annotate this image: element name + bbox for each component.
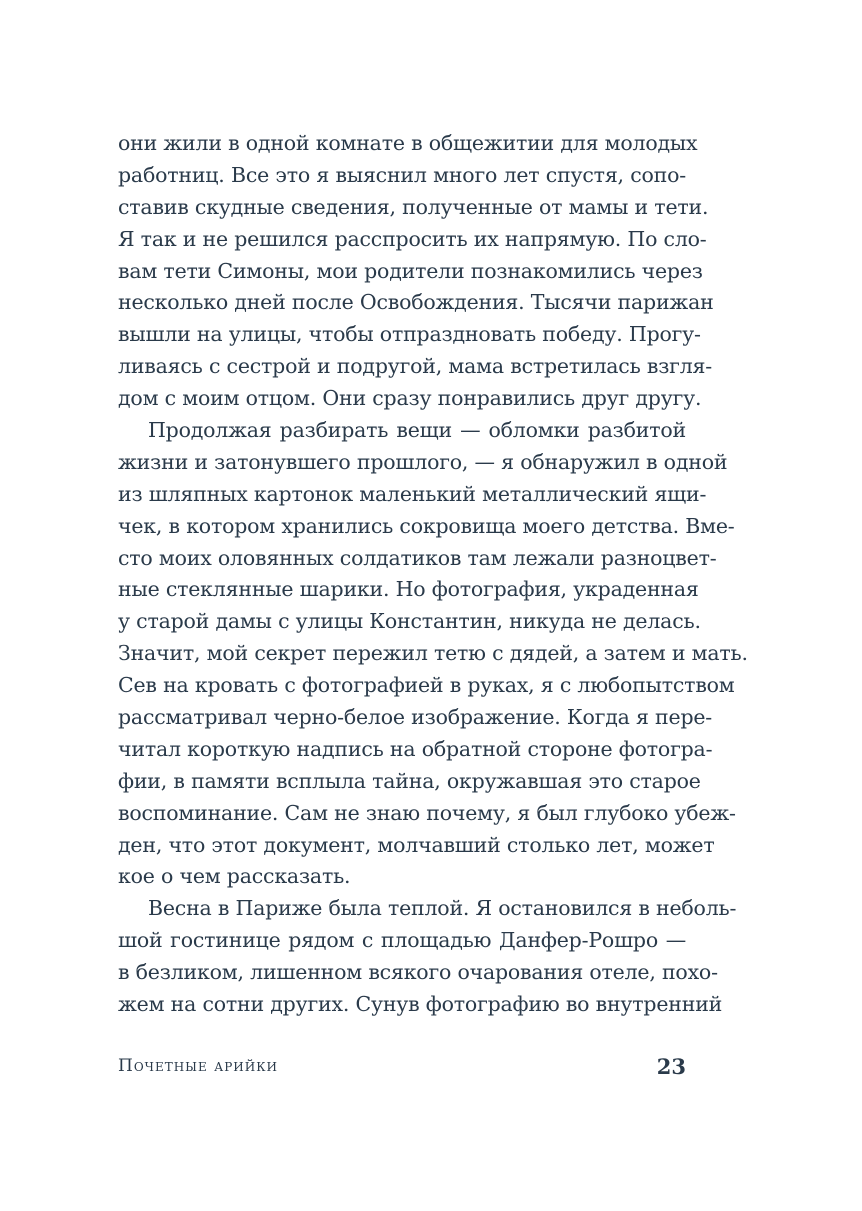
text-line: Сев на кровать с фотографией в руках, я с любопытством [118, 673, 735, 698]
text-line: Значит, мой секрет пережил тетю с дядей, а затем и мать. [118, 641, 748, 666]
text-line: ные стеклянные шарики. Но фотография, украденная [118, 577, 699, 602]
text-line: из шляпных картонок маленький металлический ящи- [118, 481, 707, 506]
text-line: Продолжая разбирать вещи — обломки разбитой [148, 418, 686, 443]
text-line: Весна в Париже была теплой. Я остановился в неболь- [148, 896, 737, 921]
text-line: жизни и затонувшего прошлого, — я обнаружил в одной [118, 449, 728, 474]
text-line: у старой дамы с улицы Константин, никуда не делась. [118, 609, 701, 634]
text-line: ден, что этот документ, молчавший столько лет, может [118, 832, 715, 857]
text-line: они жили в одной комнате в общежитии для молодых [118, 131, 698, 155]
text-line: фии, в памяти всплыла тайна, окружавшая это старое [118, 768, 701, 793]
page-number: 23 [656, 1054, 686, 1079]
text-line: кое о чем рассказать. [118, 864, 351, 889]
text-line: читал короткую надпись на обратной стороне фотогра- [118, 736, 713, 761]
text-line: вышли на улицы, чтобы отпраздновать победу. Прогу- [118, 322, 701, 347]
text-line: вам тети Симоны, мои родители познакомились через [118, 258, 703, 283]
text-line: рассматривал черно-белое изображение. Когда я пере- [118, 705, 713, 730]
body-text [118, 128, 748, 1021]
text-line: воспоминание. Сам не знаю почему, я был глубоко убеж- [118, 800, 736, 825]
text-line: несколько дней после Освобождения. Тысячи парижан [118, 290, 714, 315]
text-line: в безликом, лишенном всякого очарования отеле, похо- [118, 960, 718, 985]
text-line: ливаясь с сестрой и подругой, мама встретилась взгля- [118, 354, 713, 379]
text-line: Я так и не решился расспросить их напрямую. По сло- [118, 226, 707, 251]
text-line: чек, в котором хранились сокровища моего детства. Вме- [118, 513, 735, 538]
text-line: сто моих оловянных солдатиков там лежали разноцвет- [118, 545, 717, 570]
text-line: жем на сотни других. Сунув фотографию во внутренний [118, 992, 723, 1017]
text-line: дом с моим отцом. Они сразу понравились друг другу. [118, 386, 702, 411]
text-line: ставив скудные сведения, полученные от мамы и тети. [118, 194, 709, 219]
text-line: работниц. Все это я выяснил много лет спустя, сопо- [118, 162, 686, 187]
text-line: шой гостинице рядом с площадью Данфер-Рошро — [118, 928, 686, 953]
running-footer-title: Почетные арийки [118, 1056, 278, 1076]
